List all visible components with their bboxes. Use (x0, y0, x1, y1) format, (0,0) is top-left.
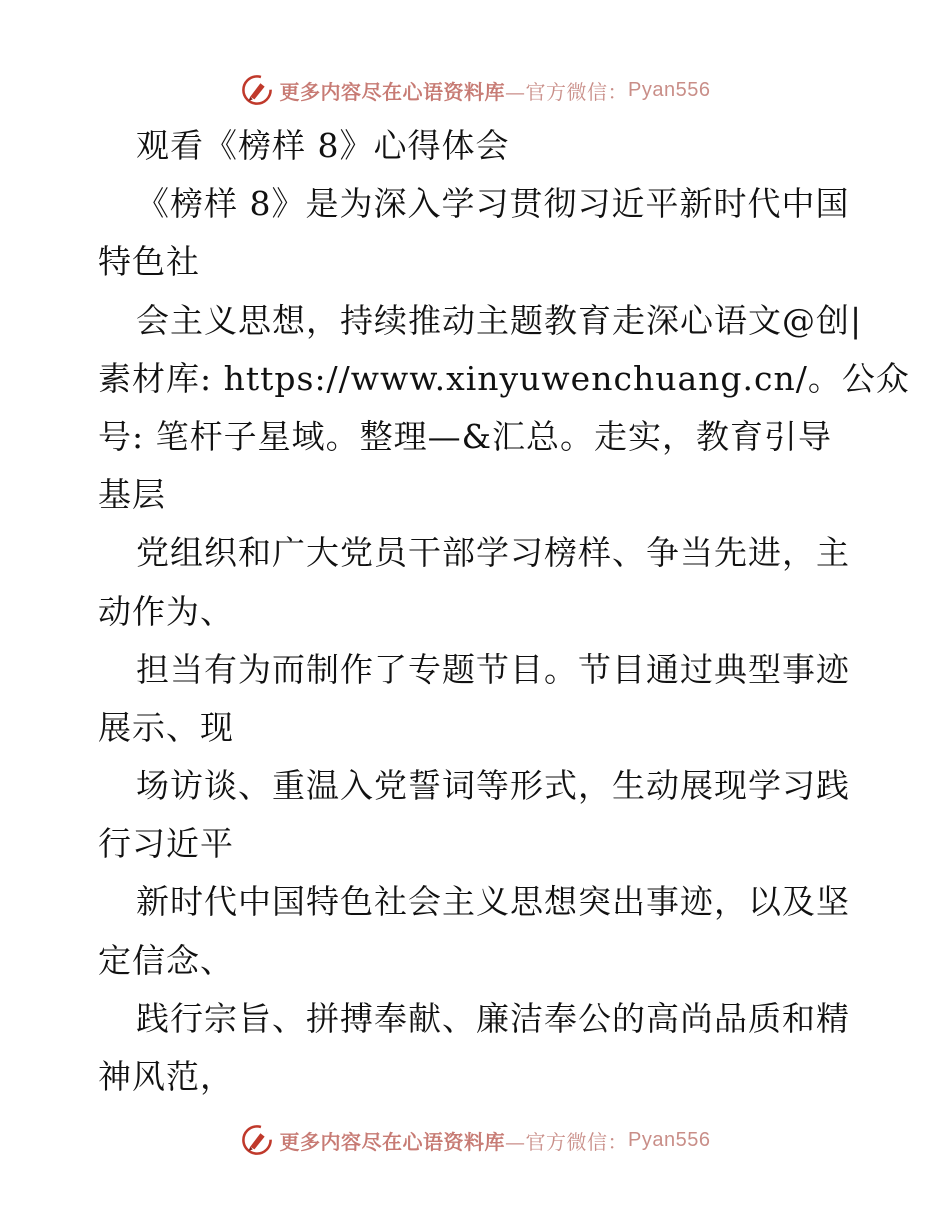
doc-line: 号: 笔杆子星域。整理—&汇总。走实，教育引导 (98, 416, 832, 456)
doc-line: 担当有为而制作了专题节目。节目通过典型事迹 (136, 649, 850, 689)
doc-line: 定信念、 (98, 940, 234, 980)
footer-watermark-banner (0, 1120, 950, 1160)
doc-line: 场访谈、重温入党誓词等形式，生动展现学习践 (136, 766, 850, 806)
doc-line: 党组织和广大党员干部学习榜样、争当先进，主 (136, 533, 850, 573)
doc-line: 素材库: https://www.xinyuwenchuang.cn/。公众 (98, 358, 910, 398)
doc-line: 行习近平 (98, 824, 234, 864)
doc-line: 《榜样 8》是为深入学习贯彻习近平新时代中国 (136, 184, 850, 224)
banner-wechat-id: Pyan556 (628, 1128, 711, 1151)
banner-rest-text: —官方微信： (505, 79, 629, 104)
doc-line: 动作为、 (98, 591, 234, 631)
doc-line: 神风范， (98, 1057, 234, 1096)
banner-main-text: 更多内容尽在心语资料库 (279, 1129, 506, 1154)
banner-rest-text: —官方微信： (505, 1129, 629, 1154)
pen-logo-icon (240, 1123, 274, 1157)
doc-line: 展示、现 (98, 707, 234, 747)
doc-line: 践行宗旨、拼搏奉献、廉洁奉公的高尚品质和精 (136, 998, 850, 1038)
banner-wechat-id: Pyan556 (628, 78, 711, 101)
doc-title: 观看《榜样 8》心得体会 (136, 126, 510, 165)
doc-line: 会主义思想，持续推动主题教育走深心语文@创| (136, 300, 863, 340)
banner-main-text: 更多内容尽在心语资料库 (279, 79, 506, 104)
pen-logo-icon (240, 73, 274, 107)
doc-line: 特色社 (98, 242, 200, 282)
doc-line: 新时代中国特色社会主义思想突出事迹，以及坚 (136, 882, 850, 922)
header-watermark-banner (0, 70, 950, 110)
doc-line: 基层 (98, 475, 166, 515)
document-body (98, 117, 910, 1106)
